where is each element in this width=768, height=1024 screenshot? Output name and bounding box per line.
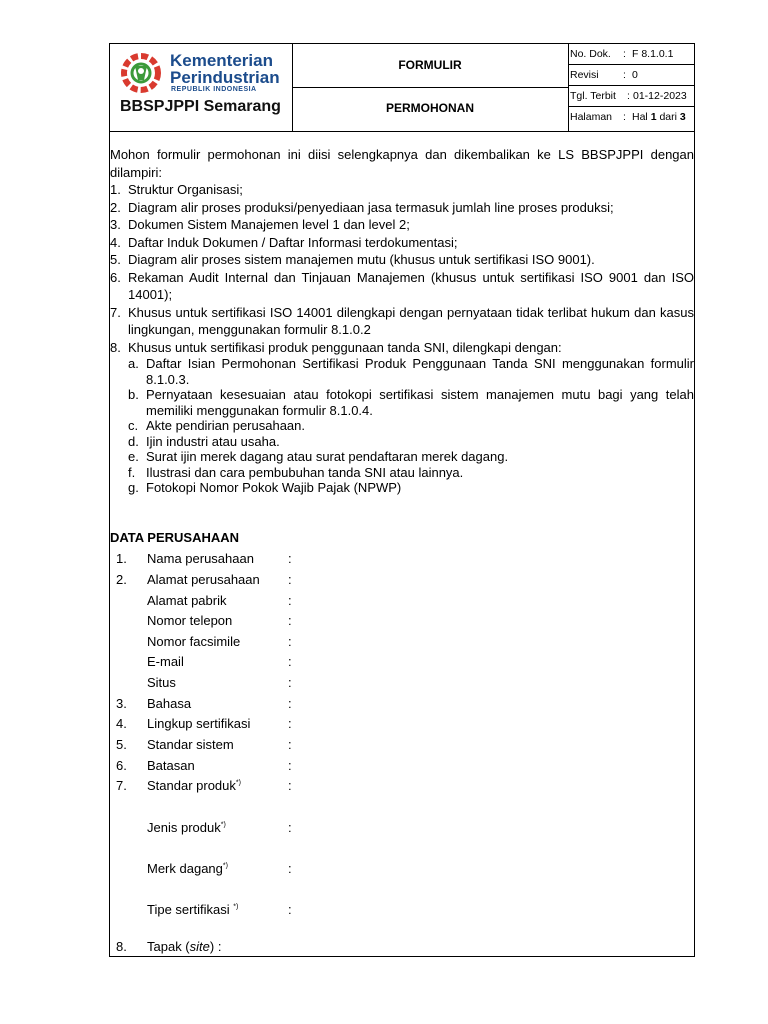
ministry-gear-logo-icon bbox=[114, 50, 168, 96]
sub-requirement-item: b. Pernyataan kesesuaian atau fotokopi sertifikasi sistem manajemen mutu bagi yang telah memiliki menggunakan formulir 8.1.0.4. bbox=[128, 387, 694, 418]
current-page: 1 bbox=[650, 111, 657, 123]
field-product-type[interactable]: Jenis produk*) : bbox=[147, 820, 292, 835]
meta-page bbox=[568, 107, 694, 131]
field-email[interactable]: E-mail : bbox=[147, 654, 292, 669]
meta-colon: : bbox=[623, 48, 626, 60]
logo-text-line1: Kementerian bbox=[170, 51, 273, 70]
field-system-standard[interactable]: 5. Standar sistem : bbox=[116, 737, 292, 752]
meta-label: No. Dok. bbox=[570, 48, 611, 60]
meta-label: Revisi bbox=[570, 69, 599, 81]
sub-requirement-item: f. Ilustrasi dan cara pembubuhan tanda SNI atau lainnya. bbox=[128, 464, 464, 480]
field-limitation[interactable]: 6. Batasan : bbox=[116, 758, 292, 773]
meta-value: 0 bbox=[632, 69, 638, 81]
sub-requirement-item: d. Ijin industri atau usaha. bbox=[128, 433, 280, 449]
intro-text: Mohon formulir permohonan ini diisi selengkapnya dan dikembalikan ke LS BBSPJPPI dengan dilampiri: bbox=[110, 147, 694, 180]
document-meta bbox=[568, 44, 694, 131]
requirements-list bbox=[110, 181, 694, 496]
field-product-standard[interactable]: 7. Standar produk*) : bbox=[116, 778, 292, 793]
document-header bbox=[110, 44, 694, 132]
form-type-title: FORMULIR bbox=[292, 44, 568, 88]
form-page bbox=[109, 43, 695, 957]
field-website[interactable]: Situs : bbox=[147, 675, 292, 690]
field-trademark[interactable]: Merk dagang*) : bbox=[147, 861, 292, 876]
requirement-item: 5. Diagram alir proses sistem manajemen mutu (khusus untuk sertifikasi ISO 9001). bbox=[110, 252, 595, 267]
meta-doc-number bbox=[568, 44, 694, 65]
requirement-item: 3. Dokumen Sistem Manajemen level 1 dan level 2; bbox=[110, 217, 410, 232]
meta-value: 01-12-2023 bbox=[633, 90, 687, 102]
meta-revision bbox=[568, 65, 694, 86]
requirement-item: 4. Daftar Induk Dokumen / Daftar Informasi terdokumentasi; bbox=[110, 234, 458, 250]
sub-requirement-item: c. Akte pendirian perusahaan. bbox=[128, 418, 306, 433]
field-phone[interactable]: Nomor telepon : bbox=[147, 613, 292, 628]
meta-value: F 8.1.0.1 bbox=[632, 48, 674, 60]
sub-requirement-item: e. Surat ijin merek dagang atau surat pendaftaran merek dagang. bbox=[128, 449, 509, 464]
meta-colon: : bbox=[623, 69, 626, 81]
logo-text-line3: REPUBLIK INDONESIA bbox=[171, 86, 257, 93]
title-cell bbox=[292, 44, 569, 131]
field-company-name[interactable]: 1. Nama perusahaan : bbox=[116, 551, 292, 566]
logo-cell bbox=[110, 44, 293, 131]
meta-value: Hal 1 dari 3 bbox=[632, 111, 686, 123]
meta-issue-date bbox=[568, 86, 694, 107]
company-data-heading: DATA PERUSAHAAN bbox=[110, 530, 240, 545]
requirement-item: 7. Khusus untuk sertifikasi ISO 14001 dilengkapi dengan pernyataan tidak terlibat hukum dan kasus lingkungan, menggunakan formulir 8.1.0.2 bbox=[110, 304, 694, 337]
field-certification-type[interactable]: Tipe sertifikasi *) : bbox=[147, 902, 292, 917]
meta-label: Halaman bbox=[570, 111, 613, 123]
field-fax[interactable]: Nomor facsimile : bbox=[147, 634, 292, 649]
logo-text-line2: Perindustrian bbox=[170, 68, 280, 87]
logo-unit-name: BBSPJPPI Semarang bbox=[120, 98, 281, 115]
requirement-item: 1. Struktur Organisasi; bbox=[110, 182, 243, 197]
total-pages: 3 bbox=[679, 111, 686, 123]
sub-requirement-item: a. Daftar Isian Permohonan Sertifikasi Produk Penggunaan Tanda SNI menggunakan formulir 8.1.0.3. bbox=[128, 356, 694, 387]
requirement-item: 6. Rekaman Audit Internal dan Tinjauan Manajemen (khusus untuk sertifikasi ISO 9001 dan ISO 14001); bbox=[110, 269, 694, 302]
field-certification-scope[interactable]: 4. Lingkup sertifikasi : bbox=[116, 716, 292, 731]
requirement-item: 8. Khusus untuk sertifikasi produk penggunaan tanda SNI, dilengkapi dengan: a. Daftar Isian Permohonan Sertifikasi Produk Penggunaan Tanda SNI menggunakan formulir 8.1.0.3. b. Pernyataan kesesuaian atau fotokopi sertifikasi sistem manajemen mutu bagi yang telah memiliki menggunakan formulir 8.1.0.4. c. Akte pendirian perusahaan. d. Ijin industri atau usaha. e. Surat ijin merek dagang atau surat pendaftaran merek dagang. f. Ilustrasi dan cara pembubuhan tanda SNI atau lainnya. g. Fotokopi Nomor Pokok Wajib Pajak (NPWP) bbox=[110, 339, 694, 495]
sub-requirement-item: g. Fotokopi Nomor Pokok Wajib Pajak (NPWP) bbox=[128, 480, 402, 495]
meta-colon: : bbox=[627, 90, 630, 102]
field-site[interactable]: 8. Tapak (site) : bbox=[116, 939, 222, 954]
form-name-title: PERMOHONAN bbox=[385, 101, 474, 115]
field-language[interactable]: 3. Bahasa : bbox=[116, 696, 292, 711]
field-factory-address[interactable]: Alamat pabrik : bbox=[147, 593, 292, 608]
meta-colon: : bbox=[623, 111, 626, 123]
field-company-address[interactable]: 2. Alamat perusahaan : bbox=[116, 572, 292, 587]
sni-sub-requirements bbox=[128, 356, 694, 496]
meta-label: Tgl. Terbit bbox=[570, 90, 616, 102]
requirement-item: 2. Diagram alir proses produksi/penyediaan jasa termasuk jumlah line proses produksi; bbox=[110, 199, 614, 215]
